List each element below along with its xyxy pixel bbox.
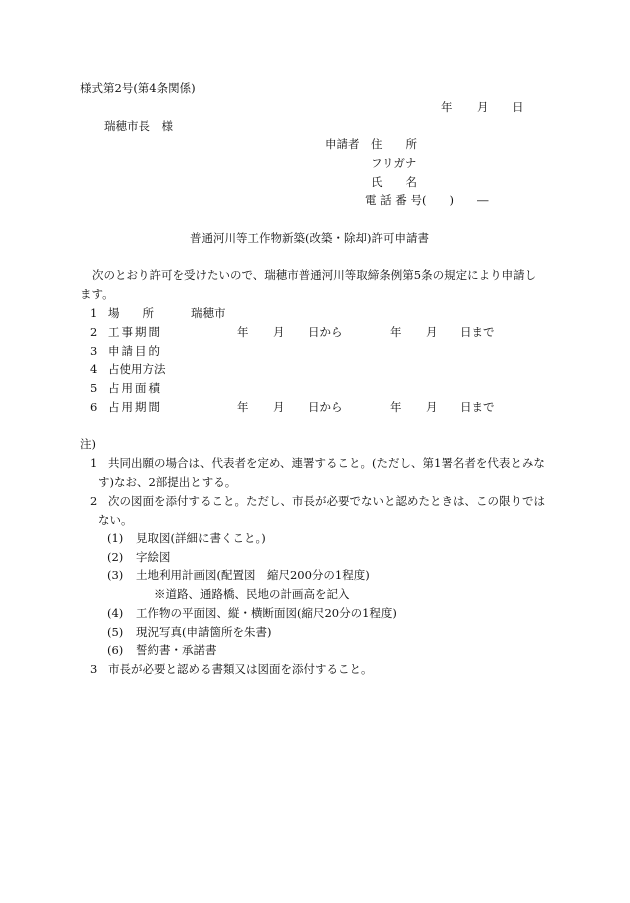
period-from-day: 日から xyxy=(308,325,343,339)
period-to-day: 日まで xyxy=(460,325,495,339)
addressee: 瑞穂市長 様 xyxy=(104,119,173,133)
sub-item-number: (6) xyxy=(107,643,124,657)
sub-item-text: 現況写真(申請箇所を朱書) xyxy=(136,625,272,639)
item-label-location: 場 所 xyxy=(108,306,154,320)
note-number: 3 xyxy=(90,662,98,676)
period-from-year: 年 xyxy=(237,325,249,339)
period-to-year: 年 xyxy=(390,325,402,339)
item-label-occupancy-area: 占用面積 xyxy=(108,381,162,395)
note-number: 2 xyxy=(90,494,98,508)
name-label: 氏 名 xyxy=(371,175,417,189)
period-to-month: 月 xyxy=(426,400,438,414)
applicant-label: 申請者 xyxy=(325,137,360,151)
item-number: 5 xyxy=(90,381,98,395)
sub-item-number: (4) xyxy=(107,606,124,620)
item-label-purpose: 申請目的 xyxy=(108,344,162,358)
note-2-line-2: ない。 xyxy=(98,513,133,527)
period-to-month: 月 xyxy=(426,325,438,339)
item-label-occupancy-period: 占用期間 xyxy=(108,400,162,414)
sub-item-text: 誓約書・承諾書 xyxy=(136,643,217,657)
item-label-construction-period: 工事期間 xyxy=(108,325,162,339)
period-from-day: 日から xyxy=(308,400,343,414)
period-to-year: 年 xyxy=(390,400,402,414)
sub-item-text: 見取図(詳細に書くこと。) xyxy=(136,531,266,545)
period-from-month: 月 xyxy=(273,400,285,414)
sub-item-text: 土地利用計画図(配置図 縮尺200分の1程度) xyxy=(136,568,370,582)
furigana-label: フリガナ xyxy=(371,156,417,170)
item-number: 4 xyxy=(90,362,98,376)
item-label-usage-method: 占使用方法 xyxy=(108,362,166,376)
item-number: 3 xyxy=(90,344,98,358)
item-number: 6 xyxy=(90,400,98,414)
notes-heading: 注) xyxy=(80,437,96,451)
sub-item-number: (5) xyxy=(107,625,124,639)
note-1-line-2: す)なお、2部提出とする。 xyxy=(98,475,237,489)
date-day: 日 xyxy=(512,100,524,114)
note-1-line-1: 共同出願の場合は、代表者を定め、連署すること。(ただし、第1署名者を代表とみな xyxy=(108,456,545,470)
sub-item-text: 字絵図 xyxy=(136,550,171,564)
phone-label: 電 話 番 号( ) ― xyxy=(365,193,489,207)
sub-item-number: (3) xyxy=(107,568,124,582)
item-value-location: 瑞穂市 xyxy=(191,306,226,320)
form-number: 様式第2号(第4条関係) xyxy=(80,81,196,95)
period-from-year: 年 xyxy=(237,400,249,414)
intro-line-1: 次のとおり許可を受けたいので、瑞穂市普通河川等取締条例第5条の規定により申請し xyxy=(92,268,537,282)
sub-item-note: ※道路、通路橋、民地の計画高を記入 xyxy=(154,587,350,601)
note-number: 1 xyxy=(90,456,98,470)
period-from-month: 月 xyxy=(273,325,285,339)
note-3-text: 市長が必要と認める書類又は図面を添付すること。 xyxy=(108,662,373,676)
item-number: 1 xyxy=(90,306,98,320)
item-number: 2 xyxy=(90,325,98,339)
document-title: 普通河川等工作物新築(改築・除却)許可申請書 xyxy=(190,231,429,245)
address-label: 住 所 xyxy=(371,137,417,151)
sub-item-number: (2) xyxy=(107,550,124,564)
date-month: 月 xyxy=(477,100,489,114)
sub-item-text: 工作物の平面図、縦・横断面図(縮尺20分の1程度) xyxy=(136,606,397,620)
note-2-line-1: 次の図面を添付すること。ただし、市長が必要でないと認めたときは、この限りでは xyxy=(108,494,545,508)
period-to-day: 日まで xyxy=(460,400,495,414)
intro-line-2: ます。 xyxy=(80,287,114,301)
date-year: 年 xyxy=(441,100,453,114)
sub-item-number: (1) xyxy=(107,531,124,545)
